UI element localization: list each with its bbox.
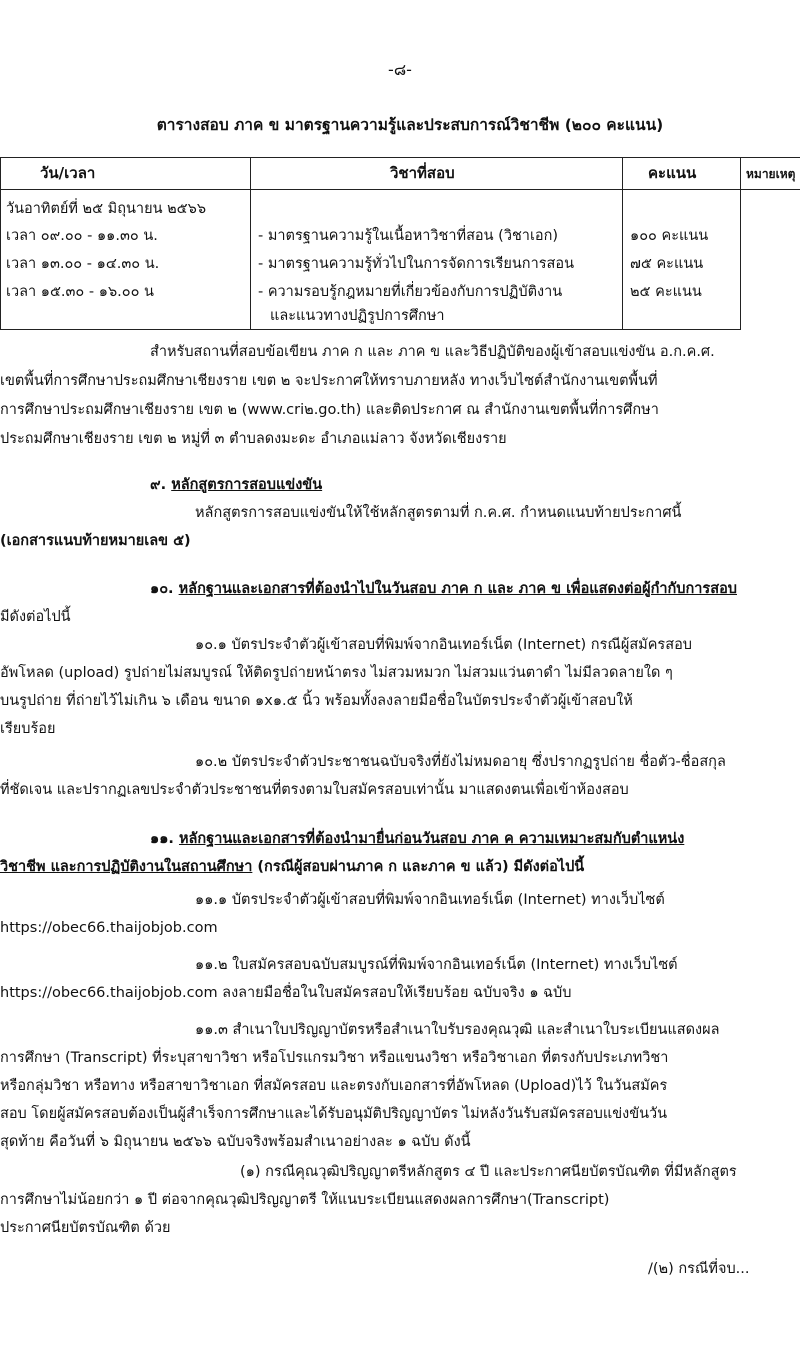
section-11-sub-1-line: การศึกษาไม่น้อยกว่า ๑ ปี ต่อจากคุณวุฒิปริญญาตรี ให้แนบระเบียนแสดงผลการศึกษา(Transcript): [0, 1192, 610, 1208]
section-10-item-1-line: บนรูปถ่าย ที่ถ่ายไว้ไม่เกิน ๖ เดือน ขนาด ๑x๑.๕ นิ้ว พร้อมทั้งลงลายมือชื่อในบัตรประจำตัวผู้เข้าสอบให้: [0, 693, 633, 709]
section-11-title: หลักฐานและเอกสารที่ต้องนำมายื่นก่อนวันสอบ ภาค ค ความเหมาะสมกับตำแหน่ง: [178, 831, 685, 847]
venue-paragraph-line: สำหรับสถานที่สอบข้อเขียน ภาค ก และ ภาค ข และวิธีปฏิบัติของผู้เข้าสอบแข่งขัน อ.ก.ค.ศ.: [150, 344, 715, 360]
section-11-item-1-url: https://obec66.thaijobjob.com: [0, 920, 218, 936]
section-10-title: หลักฐานและเอกสารที่ต้องนำไปในวันสอบ ภาค ก และ ภาค ข เพื่อแสดงต่อผู้กำกับการสอบ: [178, 581, 737, 597]
section-10-intro: มีดังต่อไปนี้: [0, 609, 71, 625]
table-row-time: เวลา ๑๕.๓๐ - ๑๖.๐๐ น: [6, 284, 154, 300]
section-11-item-3-line: ๑๑.๓ สำเนาใบปริญญาบัตรหรือสำเนาใบรับรองคุณวุฒิ และสำเนาใบระเบียนแสดงผล: [195, 1022, 720, 1038]
header-date-time: วัน/เวลา: [40, 164, 96, 182]
exam-date: วันอาทิตย์ที่ ๒๕ มิถุนายน ๒๕๖๖: [6, 201, 207, 217]
section-9-number: ๙.: [150, 477, 167, 493]
venue-paragraph-line: ประถมศึกษาเชียงราย เขต ๒ หมู่ที่ ๓ ตำบลดงมะดะ อำเภอแม่ลาว จังหวัดเชียงราย: [0, 431, 507, 447]
section-11-title-continued: วิชาชีพ และการปฏิบัติงานในสถานศึกษา: [0, 859, 253, 875]
table-row-time: เวลา ๐๙.๐๐ - ๑๑.๓๐ น.: [6, 228, 158, 244]
table-row-time: เวลา ๑๓.๐๐ - ๑๔.๓๐ น.: [6, 256, 160, 272]
section-9-line: หลักสูตรการสอบแข่งขันให้ใช้หลักสูตรตามที่ ก.ค.ศ. กำหนดแนบท้ายประกาศนี้: [195, 505, 682, 521]
section-9-title: หลักสูตรการสอบแข่งขัน: [171, 477, 323, 493]
section-11-item-1-line: ๑๑.๑ บัตรประจำตัวผู้เข้าสอบที่พิมพ์จากอินเทอร์เน็ต (Internet) ทางเว็บไซต์: [195, 892, 665, 908]
section-9-line: (เอกสารแนบท้ายหมายเลข ๕): [0, 533, 191, 549]
section-10-number: ๑๐.: [150, 581, 174, 597]
section-11-item-2-line: https://obec66.thaijobjob.com ลงลายมือชื่อในใบสมัครสอบให้เรียบร้อย ฉบับจริง ๑ ฉบับ: [0, 985, 572, 1001]
table-row-score: ๑๐๐ คะแนน: [630, 228, 709, 244]
section-11-heading-continued: [0, 860, 584, 875]
table-row-subject: - ความรอบรู้กฎหมายที่เกี่ยวข้องกับการปฏิบัติงาน: [258, 284, 563, 300]
section-11-sub-1-line: ประกาศนียบัตรบัณฑิต ด้วย: [0, 1220, 171, 1236]
table-row-score: ๗๕ คะแนน: [630, 256, 704, 272]
table-row-subject: - มาตรฐานความรู้ทั่วไปในการจัดการเรียนการสอน: [258, 256, 574, 272]
section-11-item-2-line: ๑๑.๒ ใบสมัครสอบฉบับสมบูรณ์ที่พิมพ์จากอินเทอร์เน็ต (Internet) ทางเว็บไซต์: [195, 957, 678, 973]
venue-paragraph-line: เขตพื้นที่การศึกษาประถมศึกษาเชียงราย เขต ๒ จะประกาศให้ทราบภายหลัง ทางเว็บไซต์สำนักงานเขตพื้นที่: [0, 373, 658, 389]
section-11-item-3-line: การศึกษา (Transcript) ที่ระบุสาขาวิชา หรือโปรแกรมวิชา หรือแขนงวิชา หรือวิชาเอก ที่ตรงกับประเภทวิชา: [0, 1050, 669, 1066]
table-title: ตารางสอบ ภาค ข มาตรฐานความรู้และประสบการณ์วิชาชีพ (๒๐๐ คะแนน): [156, 116, 664, 134]
header-score: คะแนน: [648, 164, 697, 182]
section-10-item-1-line: เรียบร้อย: [0, 721, 56, 737]
header-subject: วิชาที่สอบ: [390, 164, 455, 182]
section-10-heading: [150, 582, 737, 597]
section-9-heading: [150, 478, 322, 493]
table-row-subject: - มาตรฐานความรู้ในเนื้อหาวิชาที่สอน (วิชาเอก): [258, 228, 559, 244]
section-11-number: ๑๑.: [150, 831, 174, 847]
table-row-subject-continued: และแนวทางปฏิรูปการศึกษา: [270, 308, 445, 324]
continuation-note: /(๒) กรณีที่จบ...: [648, 1261, 750, 1277]
section-11-heading-tail: (กรณีผู้สอบผ่านภาค ก และภาค ข แล้ว) มีดังต่อไปนี้: [252, 859, 585, 875]
section-10-item-2-line: ๑๐.๒ บัตรประจำตัวประชาชนฉบับจริงที่ยังไม่หมดอายุ ซึ่งปรากฏรูปถ่าย ชื่อตัว-ชื่อสกุล: [195, 754, 726, 770]
table-row-score: ๒๕ คะแนน: [630, 284, 702, 300]
section-10-item-2-line: ที่ชัดเจน และปรากฏเลขประจำตัวประชาชนที่ตรงตามใบสมัครสอบเท่านั้น มาแสดงตนเพื่อเข้าห้องสอบ: [0, 782, 629, 798]
section-11-sub-1-line: (๑) กรณีคุณวุฒิปริญญาตรีหลักสูตร ๔ ปี และประกาศนียบัตรบัณฑิต ที่มีหลักสูตร: [240, 1164, 737, 1180]
section-11-heading: [150, 832, 684, 847]
section-11-item-3-line: หรือกลุ่มวิชา หรือทาง หรือสาขาวิชาเอก ที่สมัครสอบ และตรงกับเอกสารที่อัพโหลด (Upload)ไว้ ในวันสมัคร: [0, 1078, 668, 1094]
venue-paragraph-line: การศึกษาประถมศึกษาเชียงราย เขต ๒ (www.cri๒.go.th) และติดประกาศ ณ สำนักงานเขตพื้นที่การศึกษา: [0, 402, 659, 418]
section-10-item-1-line: ๑๐.๑ บัตรประจำตัวผู้เข้าสอบที่พิมพ์จากอินเทอร์เน็ต (Internet) กรณีผู้สมัครสอบ: [195, 637, 692, 653]
section-10-item-1-line: อัพโหลด (upload) รูปถ่ายไม่สมบูรณ์ ให้ติดรูปถ่ายหน้าตรง ไม่สวมหมวก ไม่สวมแว่นตาดำ ไม่มีลวดลายใด ๆ: [0, 665, 673, 681]
section-11-item-3-line: สุดท้าย คือวันที่ ๖ มิถุนายน ๒๕๖๖ ฉบับจริงพร้อมสำเนาอย่างละ ๑ ฉบับ ดังนี้: [0, 1134, 471, 1150]
section-11-item-3-line: สอบ โดยผู้สมัครสอบต้องเป็นผู้สำเร็จการศึกษาและได้รับอนุมัติปริญญาบัตร ไม่หลังวันรับสมัครสอบแข่งขันวัน: [0, 1106, 668, 1122]
header-remark: หมายเหตุ: [746, 167, 796, 181]
page-number: -๘-: [388, 60, 412, 79]
